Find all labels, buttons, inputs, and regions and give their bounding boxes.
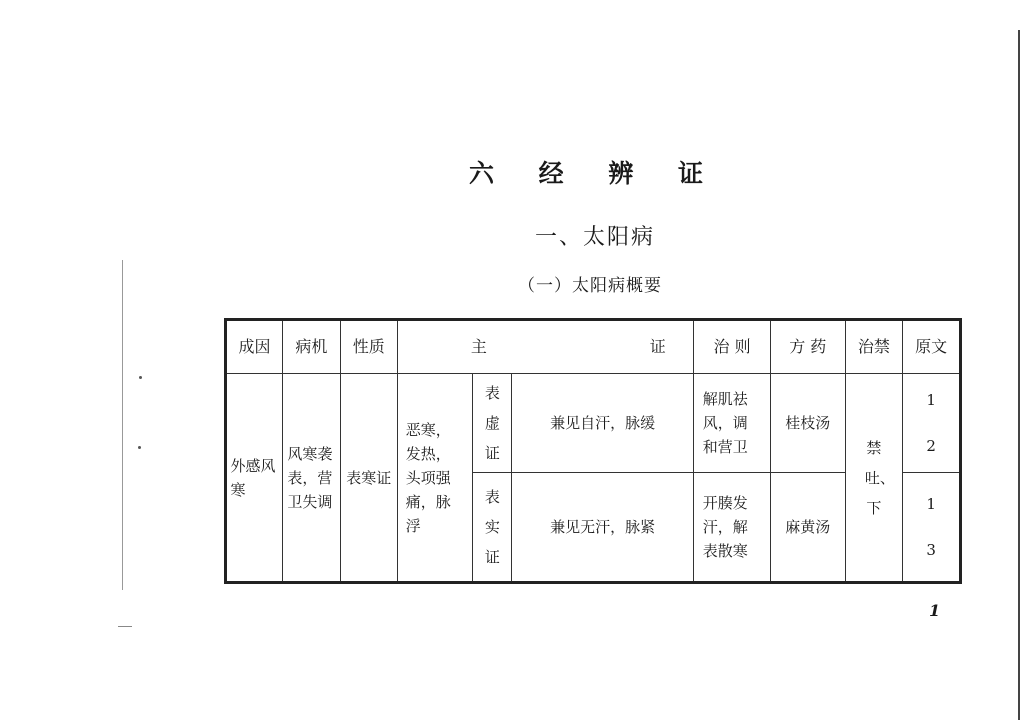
header-main-right: 证 (649, 337, 666, 356)
mechanism-text: 风寒袭表，营卫失调 (287, 444, 333, 511)
mechanism-cell (282, 374, 340, 583)
contraindication-cell (845, 374, 903, 583)
scan-mark-line-bottom (118, 626, 132, 627)
syndrome-type-text: 表实证 (484, 488, 500, 566)
treatment-cell (694, 374, 771, 473)
header-main-left: 主 (470, 337, 487, 356)
scan-mark-line-right (1018, 30, 1020, 720)
common-symptoms-text: 恶寒，发热，头项强痛，脉浮 (405, 420, 451, 535)
header-mechanism: 病机 (282, 320, 340, 374)
nature-text: 表寒证 (346, 468, 392, 487)
header-main-symptoms (397, 320, 694, 374)
subsection-title: （一）太阳病概要 (518, 276, 662, 296)
scan-mark-dot-1 (139, 376, 142, 379)
symptoms-cell: 兼见无汗，脉紧 (512, 473, 694, 583)
header-formula: 方 药 (770, 320, 845, 374)
scan-mark-dot-2 (138, 446, 141, 449)
treatment-text: 解肌祛风，调和营卫 (702, 390, 748, 456)
header-nature: 性质 (340, 320, 397, 374)
common-symptoms-cell (397, 374, 473, 583)
page-title: 六 经 辨 证 (468, 159, 722, 188)
table-row (226, 374, 961, 473)
table-header-row (226, 320, 961, 374)
nature-cell (340, 374, 397, 583)
header-contraindication: 治禁 (845, 320, 903, 374)
ref-text: 13 (926, 495, 936, 559)
taiyang-summary-table (224, 318, 962, 584)
formula-cell: 麻黄汤 (770, 473, 845, 583)
treatment-cell (694, 473, 771, 583)
syndrome-type-cell (473, 473, 512, 583)
treatment-text: 开腠发汗，解表散寒 (702, 494, 748, 560)
ref-cell (903, 374, 961, 473)
cause-text: 外感风寒 (230, 456, 276, 499)
header-original-text: 原文 (903, 320, 961, 374)
page-number: 1 (929, 601, 941, 620)
header-treatment: 治 则 (694, 320, 771, 374)
section-title: 一、太阳病 (534, 225, 655, 250)
cause-cell (226, 374, 283, 583)
ref-text: 12 (926, 391, 936, 455)
syndrome-type-text: 表虚证 (484, 384, 500, 462)
ref-cell (903, 473, 961, 583)
contraindication-text: 禁吐、下 (864, 438, 895, 517)
symptoms-cell: 兼见自汗，脉缓 (512, 374, 694, 473)
formula-cell: 桂枝汤 (770, 374, 845, 473)
scan-mark-line-left (122, 260, 123, 590)
header-cause: 成因 (226, 320, 283, 374)
syndrome-type-cell (473, 374, 512, 473)
